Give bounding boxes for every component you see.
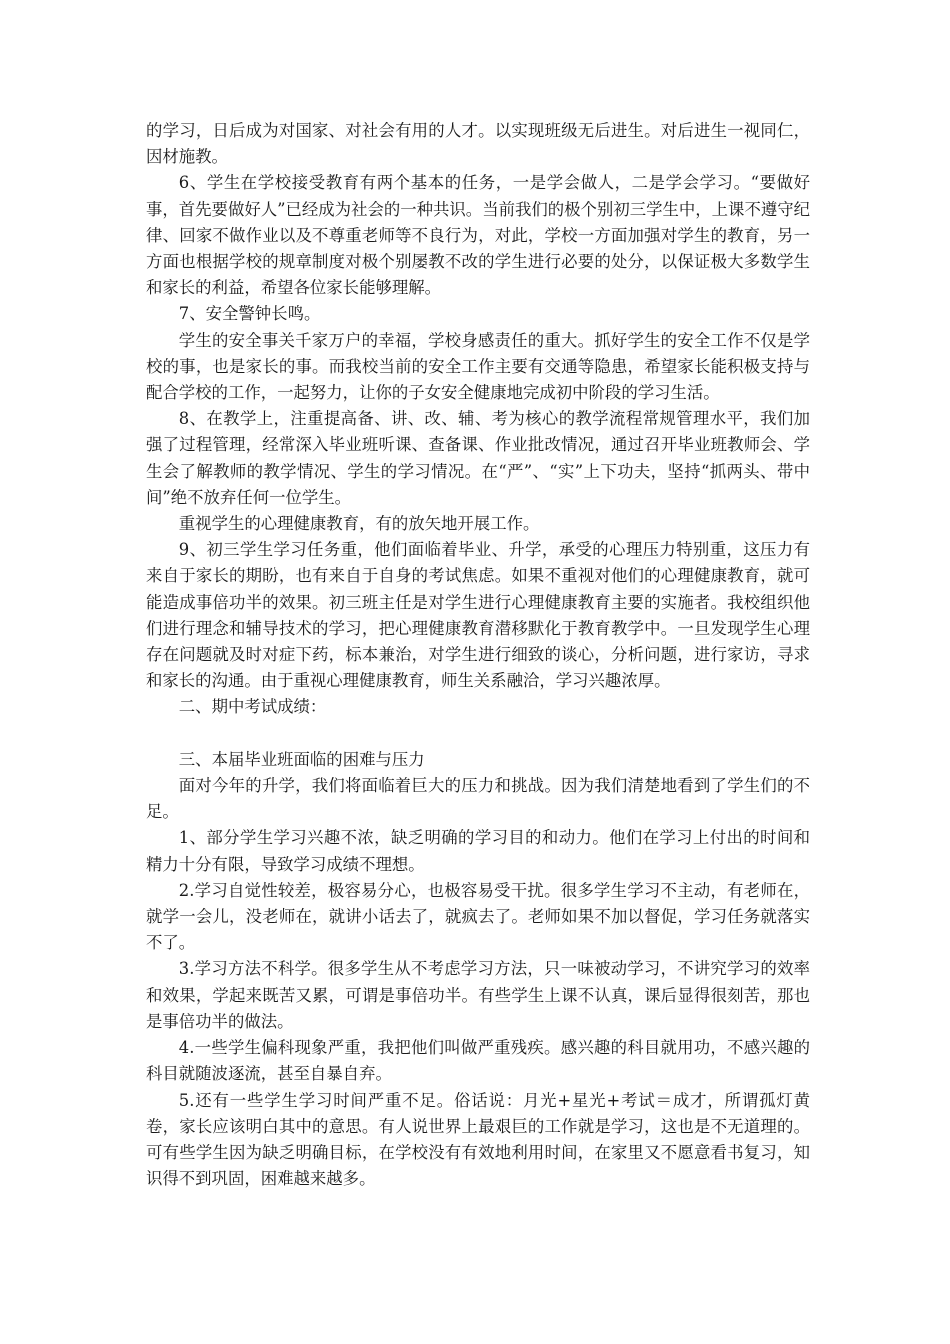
document-page (146, 118, 810, 1192)
paragraph-item-8: 8、在教学上，注重提高备、讲、改、辅、考为核心的教学流程常规管理水平，我们加强了过程管理，经常深入毕业班听课、查备课、作业批改情况，通过召开毕业班教师会、学生会了解教师的教学情况、学生的学习情况。在“严”、“实”上下功夫，坚持“抓两头、带中间”绝不放弃任何一位学生。 (146, 409, 810, 507)
paragraph-point-5: 5.还有一些学生学习时间严重不足。俗话说：月光+星光+考试＝成才，所谓孤灯黄卷，家长应该明白其中的意思。有人说世界上最艰巨的工作就是学习，这也是不无道理的。可有些学生因为缺乏明确目标，在学校没有有效地利用时间，在家里又不愿意看书复习，知识得不到巩固，困难越来越多。 (146, 1090, 810, 1189)
paragraph-intro-pressure: 面对今年的升学，我们将面临着巨大的压力和挑战。因为我们清楚地看到了学生们的不足。 (146, 776, 810, 822)
paragraph-point-3: 3.学习方法不科学。很多学生从不考虑学习方法，只一味被动学习，不讲究学习的效率和效果，学起来既苦又累，可谓是事倍功半。有些学生上课不认真，课后显得很刻苦，那也是事倍功半的做法。 (146, 959, 810, 1031)
section-heading-difficulties: 三、本届毕业班面临的困难与压力 (178, 749, 425, 769)
paragraph-item-6: 6、学生在学校接受教育有两个基本的任务，一是学会做人，二是学会学习。“要做好事，首先要做好人”已经成为社会的一种共识。当前我们的极个别初三学生中，上课不遵守纪律、回家不做作业以及不尊重老师等不良行为，对此，学校一方面加强对学生的教育，另一方面也根据学校的规章制度对极个别屡教不改的学生进行必要的处分，以保证极大多数学生和家长的利益，希望各位家长能够理解。 (146, 173, 811, 298)
blank-line (146, 721, 810, 747)
paragraph-item-9: 9、初三学生学习任务重，他们面临着毕业、升学，承受的心理压力特别重，这压力有来自于家长的期盼，也有来自于自身的考试焦虑。如果不重视对他们的心理健康教育，就可能造成事倍功半的效果。初三班主任是对学生进行心理健康教育主要的实施者。我校组织他们进行理念和辅导技术的学习，把心理健康教育潜移默化于教育教学中。一旦发现学生心理存在问题就及时对症下药，标本兼治，对学生进行细致的谈心，分析问题，进行家访，寻求和家长的沟通。由于重视心理健康教育，师生关系融洽，学习兴趣浓厚。 (146, 540, 810, 691)
paragraph-point-4: 4.一些学生偏科现象严重，我把他们叫做严重残疾。感兴趣的科目就用功，不感兴趣的科目就随波逐流，甚至自暴自弃。 (146, 1038, 810, 1084)
paragraph-point-2: 2.学习自觉性较差，极容易分心，也极容易受干扰。很多学生学习不主动，有老师在，就学一会儿，没老师在，就讲小话去了，就疯去了。老师如果不加以督促，学习任务就落实不了。 (146, 880, 810, 953)
paragraph-mental-health: 重视学生的心理健康教育，有的放矢地开展工作。 (178, 514, 540, 534)
paragraph-item-7-heading: 7、安全警钟长鸣。 (178, 304, 321, 324)
paragraph-point-1: 1、部分学生学习兴趣不浓，缺乏明确的学习目的和动力。他们在学习上付出的时间和精力十分有限，导致学习成绩不理想。 (146, 828, 810, 874)
paragraph-continuation: 的学习，日后成为对国家、对社会有用的人才。以实现班级无后进生。对后进生一视同仁，因材施教。 (146, 121, 810, 167)
paragraph-safety: 学生的安全事关千家万户的幸福，学校身感责任的重大。抓好学生的安全工作不仅是学校的事，也是家长的事。而我校当前的安全工作主要有交通等隐患，希望家长能积极支持与配合学校的工作，一起努力，让你的子女安全健康地完成初中阶段的学习生活。 (146, 330, 810, 403)
section-heading-midterm: 二、期中考试成绩： (178, 697, 327, 717)
